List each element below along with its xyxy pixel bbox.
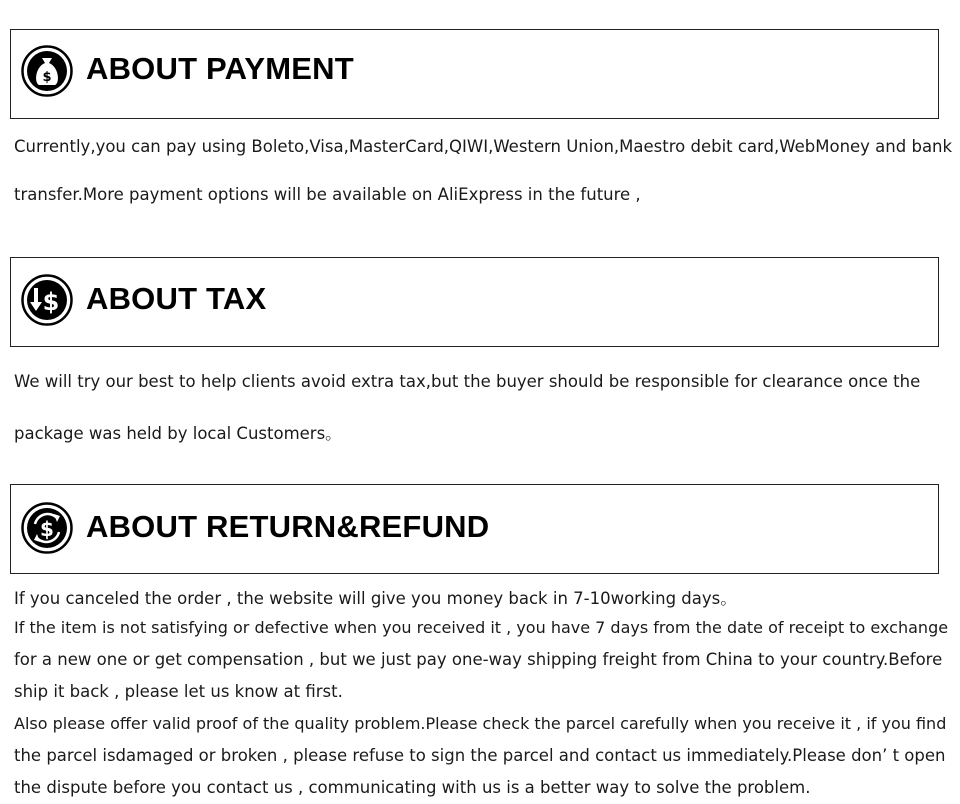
- refund-text-line-4: ship it back , please let us know at first.: [14, 682, 343, 701]
- tax-text-line-1: We will try our best to help clients avoid extra tax,but the buyer should be responsible for clearance once the: [14, 372, 921, 391]
- section-title-refund: ABOUT RETURN&REFUND: [86, 509, 490, 544]
- section-title-tax: ABOUT TAX: [86, 281, 267, 316]
- svg-text:$: $: [42, 70, 52, 85]
- dollar-down-arrow-icon: [21, 274, 73, 326]
- section-title-payment: ABOUT PAYMENT: [86, 51, 354, 86]
- svg-text:$: $: [42, 288, 60, 316]
- refund-text-line-2: If the item is not satisfying or defective when you received it , you have 7 days from the date of receipt to exchange: [14, 618, 949, 637]
- refund-text-line-5: Also please offer valid proof of the quality problem.Please check the parcel carefully when you receive it , if you find: [14, 714, 947, 733]
- svg-text:$: $: [40, 517, 54, 541]
- tax-header-box: [10, 257, 939, 347]
- tax-text-line-2: package was held by local Customers。: [14, 424, 342, 443]
- refund-text-line-1: If you canceled the order , the website will give you money back in 7-10working days。: [14, 589, 737, 608]
- payment-text-line-2: transfer.More payment options will be available on AliExpress in the future ,: [14, 185, 641, 204]
- payment-text-line-1: Currently,you can pay using Boleto,Visa,MasterCard,QIWI,Western Union,Maestro debit card,WebMoney and bank: [14, 137, 953, 156]
- refund-text-line-7: the dispute before you contact us , communicating with us is a better way to solve the problem.: [14, 778, 811, 797]
- money-bag-icon: [21, 45, 73, 97]
- dollar-refund-icon: [21, 502, 73, 554]
- refund-text-line-3: for a new one or get compensation , but we just pay one-way shipping freight from China to your country.Before: [14, 650, 943, 669]
- refund-header-box: [10, 484, 939, 574]
- refund-text-line-6: the parcel isdamaged or broken , please refuse to sign the parcel and contact us immediately.Please don’ t open: [14, 746, 946, 765]
- payment-header-box: [10, 29, 939, 119]
